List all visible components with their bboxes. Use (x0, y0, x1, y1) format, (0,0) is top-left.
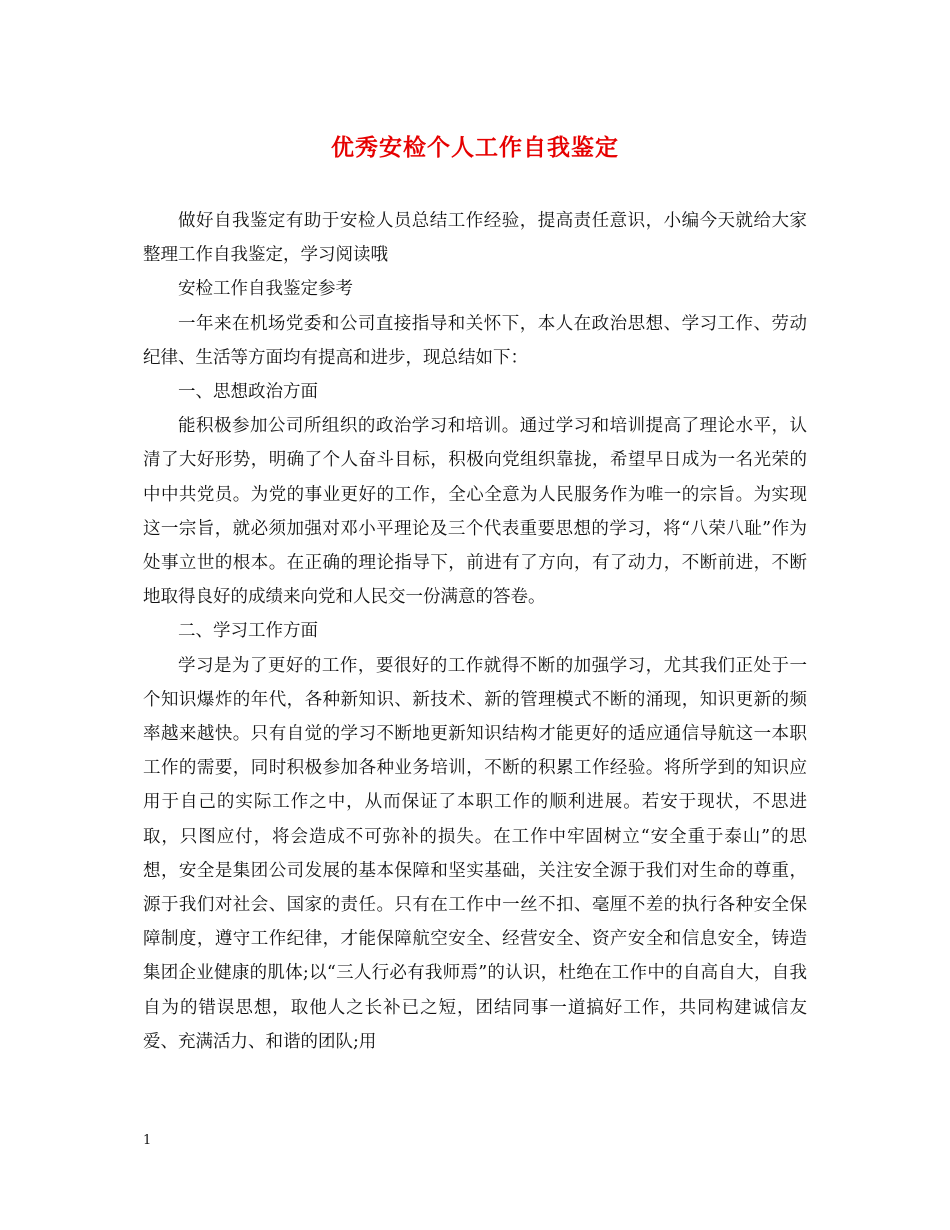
paragraph-study-work: 学习是为了更好的工作，要很好的工作就得不断的加强学习，尤其我们正处于一个知识爆炸的年代，各种新知识、新技术、新的管理模式不断的涌现，知识更新的频率越来越快。只有自觉的学习不断地更新知识结构才能更好的适应通信导航这一本职工作的需要，同时积极参加各种业务培训，不断的积累工作经验。将所学到的知识应用于自己的实际工作之中，从而保证了本职工作的顺利进展。若安于现状，不思进取，只图应付，将会造成不可弥补的损失。在工作中牢固树立“安全重于泰山”的思想，安全是集团公司发展的基本保障和坚实基础，关注安全源于我们对生命的尊重，源于我们对社会、国家的责任。只有在工作中一丝不扣、毫厘不差的执行各种安全保障制度，遵守工作纪律，才能保障航空安全、经营安全、资产安全和信息安全，铸造集团企业健康的肌体;以“三人行必有我师焉”的认识，杜绝在工作中的自高自大，自我自为的错误思想，取他人之长补已之短，团结同事一道搞好工作，共同构建诚信友爱、充满活力、和谐的团队;用 (143, 655, 807, 1052)
section-heading-politics: 一、思想政治方面 (178, 382, 318, 403)
section-heading-study-work: 二、学习工作方面 (178, 621, 318, 642)
paragraph-summary-intro: 一年来在机场党委和公司直接指导和关怀下，本人在政治思想、学习工作、劳动纪律、生活等方面均有提高和进步，现总结如下： (143, 313, 807, 368)
document-title: 优秀安检个人工作自我鉴定 (331, 134, 619, 161)
paragraph-politics: 能积极参加公司所组织的政治学习和培训。通过学习和培训提高了理论水平，认清了大好形势，明确了个人奋斗目标，积极向党组织靠拢，希望早日成为一名光荣的中中共党员。为党的事业更好的工作，全心全意为人民服务作为唯一的宗旨。为实现这一宗旨，就必须加强对邓小平理论及三个代表重要思想的学习，将“八荣八耻”作为处事立世的根本。在正确的理论指导下，前进有了方向，有了动力，不断前进，不断地取得良好的成绩来向党和人民交一份满意的答卷。 (143, 416, 807, 608)
paragraph-intro: 做好自我鉴定有助于安检人员总结工作经验，提高责任意识，小编今天就给大家整理工作自我鉴定，学习阅读哦 (143, 211, 807, 266)
document-body (143, 204, 807, 1059)
page-number: 1 (143, 1133, 152, 1148)
paragraph-subtitle: 安检工作自我鉴定参考 (178, 279, 353, 300)
